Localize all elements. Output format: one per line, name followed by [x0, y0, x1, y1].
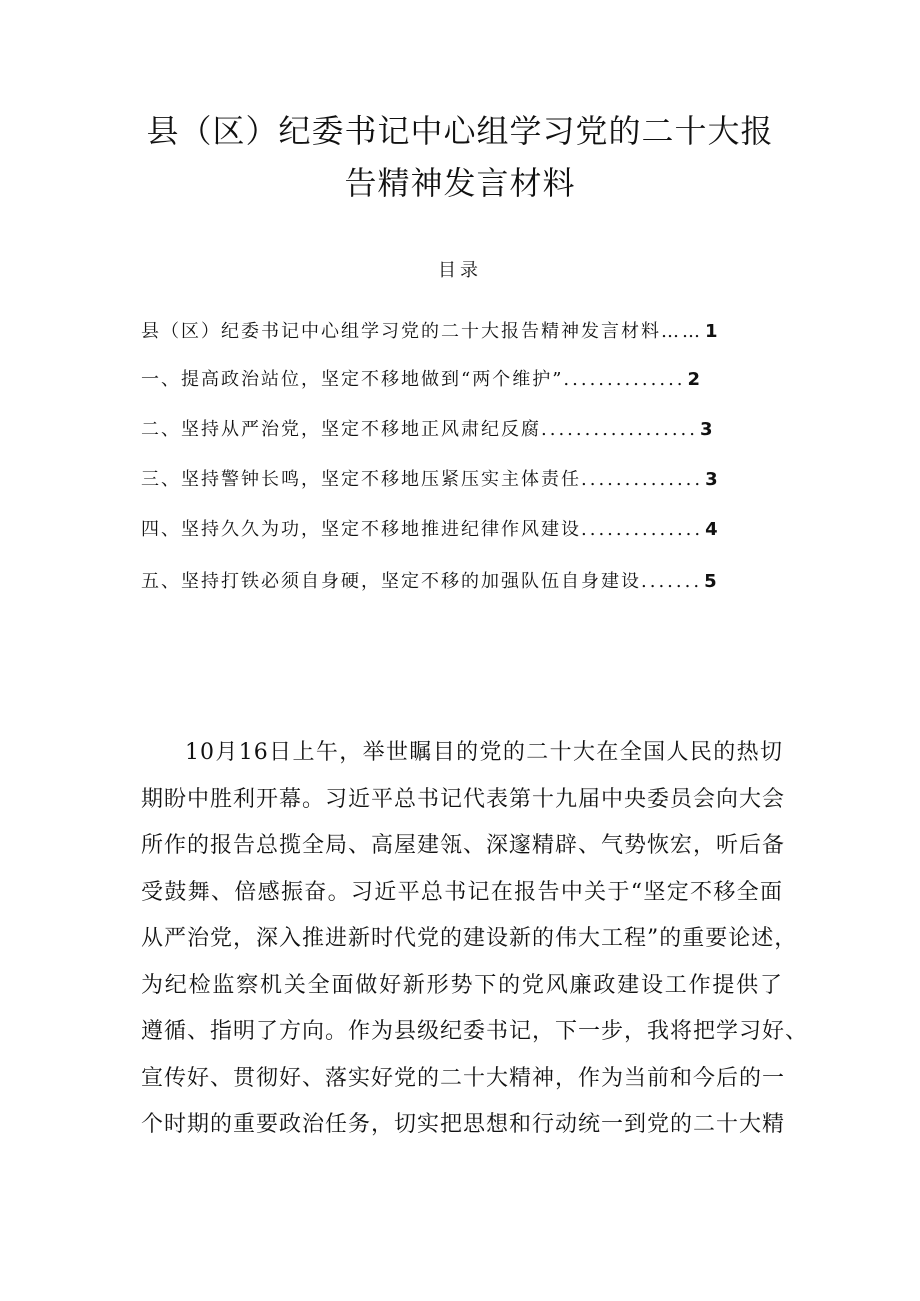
body-line-5: 从严治党，深入推进新时代党的建设新的伟大工程”的重要论述， [141, 926, 798, 951]
body-line-7: 遵循、指明了方向。作为县级纪委书记，下一步，我将把学习好、 [141, 1019, 809, 1044]
body-line-2: 期盼中胜利开幕。习近平总书记代表第十九届中央委员会向大会 [141, 786, 786, 812]
toc-item-leader: ....... [641, 571, 703, 592]
body-line-6: 为纪检监察机关全面做好新形势下的党风廉政建设工作提供了 [141, 972, 783, 998]
toc-item-label: 五、坚持打铁必须自身硬，坚定不移的加强队伍自身建设 [141, 571, 641, 592]
body-paragraph [141, 730, 809, 1149]
toc-item-leader: .............. [581, 469, 704, 490]
toc-item-5[interactable] [141, 514, 718, 546]
toc-item-label: 二、坚持从严治党，坚定不移地正风肃纪反腐 [141, 419, 541, 440]
toc-item-page: 5 [704, 571, 717, 592]
body-line-9: 个时期的重要政治任务，切实把思想和行动统一到党的二十大精 [141, 1112, 786, 1137]
toc-item-page: 2 [687, 369, 701, 390]
toc-item-label: 三、坚持警钟长鸣，坚定不移地压紧压实主体责任 [141, 469, 581, 490]
toc-item-2[interactable] [141, 364, 700, 396]
toc-item-1[interactable] [141, 316, 718, 348]
toc-item-page: 4 [705, 519, 718, 540]
toc-item-page: 3 [705, 469, 718, 490]
toc-item-leader: .................. [541, 419, 698, 440]
body-line-8: 宣传好、贯彻好、落实好党的二十大精神，作为当前和今后的一 [141, 1065, 786, 1091]
toc-item-3[interactable] [141, 414, 713, 446]
toc-item-label: 一、提高政治站位，坚定不移地做到“两个维护” [141, 369, 564, 390]
toc-item-leader: …… [661, 321, 703, 342]
document-title-line-2: 告精神发言材料 [344, 164, 576, 202]
toc-heading: 目录 [438, 260, 482, 281]
toc-item-page: 3 [700, 419, 713, 440]
body-line-1: 10月16日上午，举世瞩目的党的二十大在全国人民的热切 [185, 740, 783, 765]
toc-item-6[interactable] [141, 566, 717, 598]
body-line-3: 所作的报告总揽全局、高屋建瓴、深邃精辟、气势恢宏，听后备 [141, 833, 786, 858]
toc-item-4[interactable] [141, 464, 718, 496]
body-line-4: 受鼓舞、倍感振奋。习近平总书记在报告中关于“坚定不移全面 [141, 879, 783, 905]
toc-item-label: 四、坚持久久为功，坚定不移地推进纪律作风建设 [141, 519, 581, 540]
toc-item-label: 县（区）纪委书记中心组学习党的二十大报告精神发言材料 [141, 321, 661, 342]
toc-item-page: 1 [705, 321, 718, 342]
document-title-line-1: 县（区）纪委书记中心组学习党的二十大报 [146, 112, 774, 150]
toc-item-leader: .............. [563, 369, 686, 390]
toc-item-leader: .............. [581, 519, 704, 540]
